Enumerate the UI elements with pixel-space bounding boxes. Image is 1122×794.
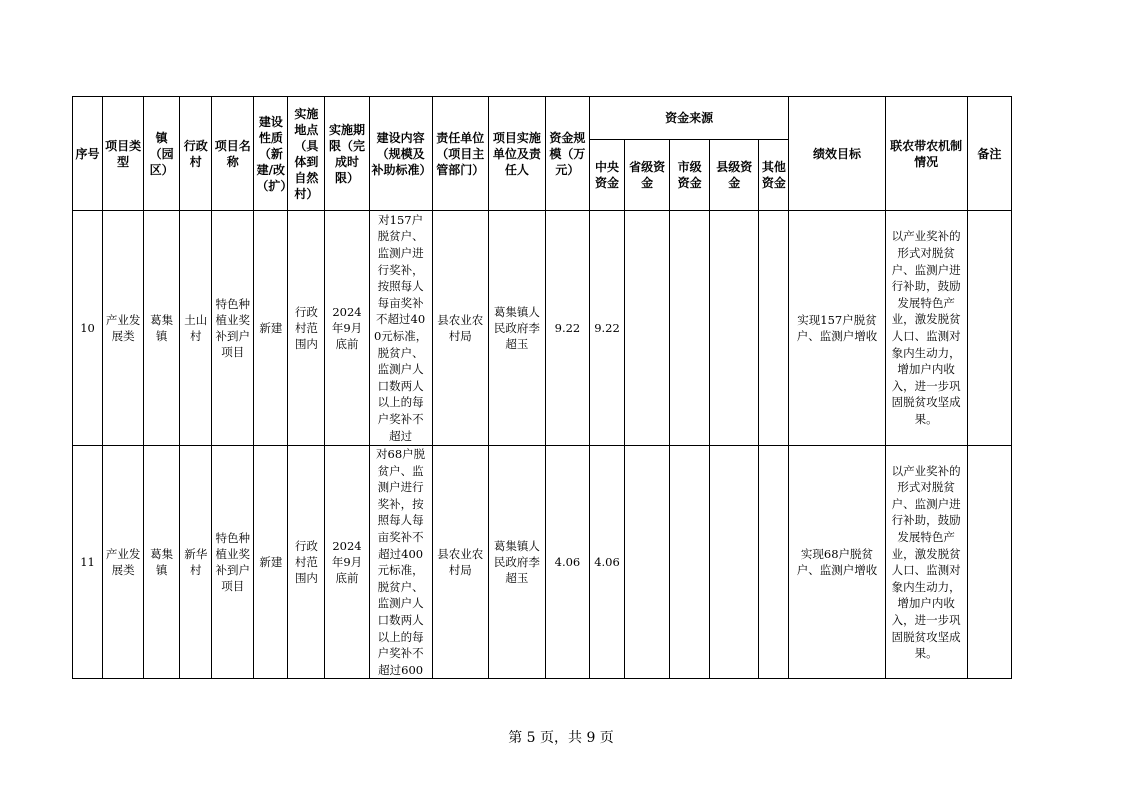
header-impl-unit: 项目实施单位及责任人 xyxy=(488,97,545,211)
table-row xyxy=(73,211,1012,446)
cell-location: 行政村范围内 xyxy=(288,211,325,446)
table-header xyxy=(73,97,1012,211)
cell-fund-scale: 9.22 xyxy=(545,211,589,446)
header-central: 中央资金 xyxy=(589,140,624,211)
cell-seq: 11 xyxy=(73,446,103,679)
cell-central: 4.06 xyxy=(589,446,624,679)
header-town: 镇（园区） xyxy=(144,97,180,211)
cell-mechanism: 以产业奖补的形式对脱贫户、监测户进行补助，鼓励发展特色产业，激发脱贫人口、监测对象内生动力，增加户内收入，进一步巩固脱贫攻坚成果。 xyxy=(885,211,967,446)
cell-town: 葛集镇 xyxy=(144,446,180,679)
cell-nature: 新建 xyxy=(254,446,288,679)
project-table xyxy=(72,96,1012,679)
cell-project-name: 特色种植业奖补到户项目 xyxy=(212,446,254,679)
header-project-name: 项目名称 xyxy=(212,97,254,211)
cell-responsible-unit: 县农业农村局 xyxy=(432,446,488,679)
cell-goal: 实现157户脱贫户、监测户增收 xyxy=(789,211,885,446)
cell-village: 土山村 xyxy=(180,211,212,446)
cell-content: 对68户脱贫户、监测户进行奖补，按照每人每亩奖补不超过400元标准，脱贫户、监测户人口数两人以上的每户奖补不超过600 xyxy=(369,446,432,679)
cell-remark xyxy=(967,211,1011,446)
header-village: 行政村 xyxy=(180,97,212,211)
cell-county xyxy=(710,446,759,679)
cell-deadline: 2024年9月底前 xyxy=(325,211,369,446)
cell-location: 行政村范围内 xyxy=(288,446,325,679)
header-remark: 备注 xyxy=(967,97,1011,211)
header-project-type: 项目类型 xyxy=(103,97,144,211)
cell-city xyxy=(670,446,710,679)
header-fund-source: 资金来源 xyxy=(589,97,788,140)
cell-provincial xyxy=(625,211,670,446)
cell-provincial xyxy=(625,446,670,679)
header-other: 其他资金 xyxy=(759,140,789,211)
cell-other xyxy=(759,446,789,679)
cell-goal: 实现68户脱贫户、监测户增收 xyxy=(789,446,885,679)
cell-impl-unit: 葛集镇人民政府李超玉 xyxy=(488,211,545,446)
cell-city xyxy=(670,211,710,446)
header-city: 市级资金 xyxy=(670,140,710,211)
cell-project-type: 产业发展类 xyxy=(103,211,144,446)
header-deadline: 实施期限（完成时限） xyxy=(325,97,369,211)
cell-seq: 10 xyxy=(73,211,103,446)
cell-deadline: 2024年9月底前 xyxy=(325,446,369,679)
cell-town: 葛集镇 xyxy=(144,211,180,446)
header-goal: 绩效目标 xyxy=(789,97,885,211)
header-county: 县级资金 xyxy=(710,140,759,211)
cell-project-name: 特色种植业奖补到户项目 xyxy=(212,211,254,446)
cell-nature: 新建 xyxy=(254,211,288,446)
cell-village: 新华村 xyxy=(180,446,212,679)
cell-impl-unit: 葛集镇人民政府李超玉 xyxy=(488,446,545,679)
header-content: 建设内容（规模及补助标准） xyxy=(369,97,432,211)
header-seq: 序号 xyxy=(73,97,103,211)
cell-county xyxy=(710,211,759,446)
cell-project-type: 产业发展类 xyxy=(103,446,144,679)
page-footer: 第 5 页，共 9 页 xyxy=(508,730,614,746)
header-mechanism: 联农带农机制情况 xyxy=(885,97,967,211)
cell-mechanism: 以产业奖补的形式对脱贫户、监测户进行补助，鼓励发展特色产业，激发脱贫人口、监测对象内生动力，增加户内收入，进一步巩固脱贫攻坚成果。 xyxy=(885,446,967,679)
cell-other xyxy=(759,211,789,446)
cell-responsible-unit: 县农业农村局 xyxy=(432,211,488,446)
cell-content: 对157户脱贫户、监测户进行奖补，按照每人每亩奖补不超过400元标准，脱贫户、监测户人口数两人以上的每户奖补不超过 xyxy=(369,211,432,446)
table-body xyxy=(73,211,1012,679)
header-nature: 建设性质（新建/改（扩） xyxy=(254,97,288,211)
table-row xyxy=(73,446,1012,679)
header-fund-scale: 资金规模（万元） xyxy=(545,97,589,211)
header-provincial: 省级资金 xyxy=(625,140,670,211)
cell-fund-scale: 4.06 xyxy=(545,446,589,679)
cell-central: 9.22 xyxy=(589,211,624,446)
header-location: 实施地点（具体到自然村） xyxy=(288,97,325,211)
cell-remark xyxy=(967,446,1011,679)
header-responsible-unit: 责任单位（项目主管部门） xyxy=(432,97,488,211)
